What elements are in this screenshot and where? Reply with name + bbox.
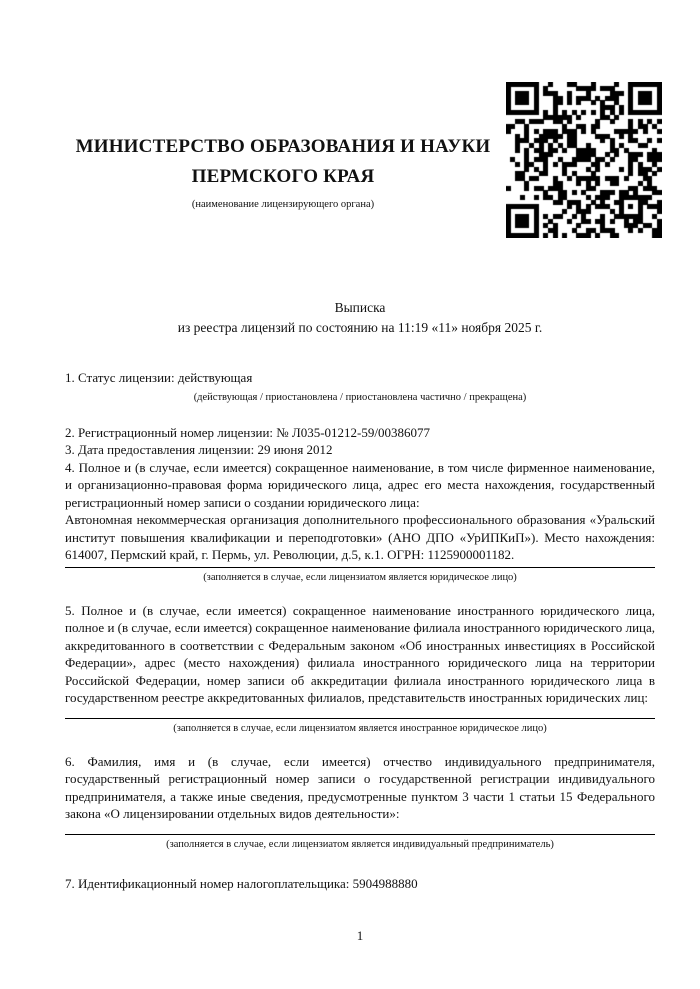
legal-entity-value: Автономная некоммерческая организация дополнительного профессионального образования «Уральский институт повышения квалификации и переподготовки» (АНО ДПО «УрИПКиП»). Место нахождения: 614007, Пермский край, г. Пермь, ул. Революции, д.5, к.1. ОГРН: 1125900001182. xyxy=(65,512,655,562)
qr-code-icon xyxy=(506,82,662,238)
ministry-name-line2: ПЕРМСКОГО КРАЯ xyxy=(191,166,375,187)
page-number: 1 xyxy=(356,928,364,943)
legal-entity-note: (заполняется в случае, если лицензиатом является юридическое лицо) xyxy=(203,571,517,583)
document-header xyxy=(60,132,506,211)
document-title-line1: Выписка xyxy=(334,300,386,315)
ministry-name-line1: МИНИСТЕРСТВО ОБРАЗОВАНИЯ И НАУКИ xyxy=(75,136,491,157)
fill-line-entrepreneur xyxy=(65,834,655,835)
license-grant-date: 3. Дата предоставления лицензии: 29 июня 2012 xyxy=(65,442,333,457)
document-body xyxy=(65,298,655,892)
license-registration-number: 2. Регистрационный номер лицензии: № Л035-01212-59/00386077 xyxy=(65,424,431,440)
document-title xyxy=(65,298,655,338)
foreign-entity-text: 5. Полное и (в случае, если имеется) сокращенное наименование иностранного юридического лица, полное и (в случае, если имеется) сокращенное наименование филиала иностранного юридического лица, аккредитованного в соответствии с Федеральным законом «Об иностранных инвестициях в Российской Федерации», адрес (место нахождения) филиала иностранного юридического лица на территории Российской Федерации, номер записи об аккредитации филиала иностранного юридического лица в государственном реестре аккредитованных филиалов, представительств иностранных юридических лиц: xyxy=(65,602,655,705)
entrepreneur-text: 6. Фамилия, имя и (в случае, если имеется) отчество индивидуального предпринимателя, государственный регистрационный номер записи о государственной регистрации индивидуального предпринимателя, а также иные сведения, предусмотренные пунктом 3 части 1 статьи 15 Федерального закона «О лицензировании отдельных видов деятельности»: xyxy=(65,753,655,821)
taxpayer-id: 7. Идентификационный номер налогоплательщика: 5904988880 xyxy=(65,875,418,891)
license-status-options-note: (действующая / приостановлена / приостановлена частично / прекращена) xyxy=(193,391,527,403)
legal-entity-intro: 4. Полное и (в случае, если имеется) сокращенное наименование, в том числе фирменное наименование, и организационно-правовая форма юридического лица, адрес его места нахождения, государственный регистрационный номер записи о создании юридического лица: xyxy=(65,459,655,510)
entrepreneur-note: (заполняется в случае, если лицензиатом является индивидуальный предприниматель) xyxy=(166,838,554,850)
foreign-entity-note: (заполняется в случае, если лицензиатом является иностранное юридическое лицо) xyxy=(173,722,547,734)
license-status: 1. Статус лицензии: действующая xyxy=(65,370,253,385)
licensing-authority-note: (наименование лицензирующего органа) xyxy=(191,199,375,210)
fill-line-legal-entity xyxy=(65,567,655,568)
document-title-line2: из реестра лицензий по состоянию на 11:19 «11» ноября 2025 г. xyxy=(177,320,543,335)
fill-line-foreign-entity xyxy=(65,718,655,719)
